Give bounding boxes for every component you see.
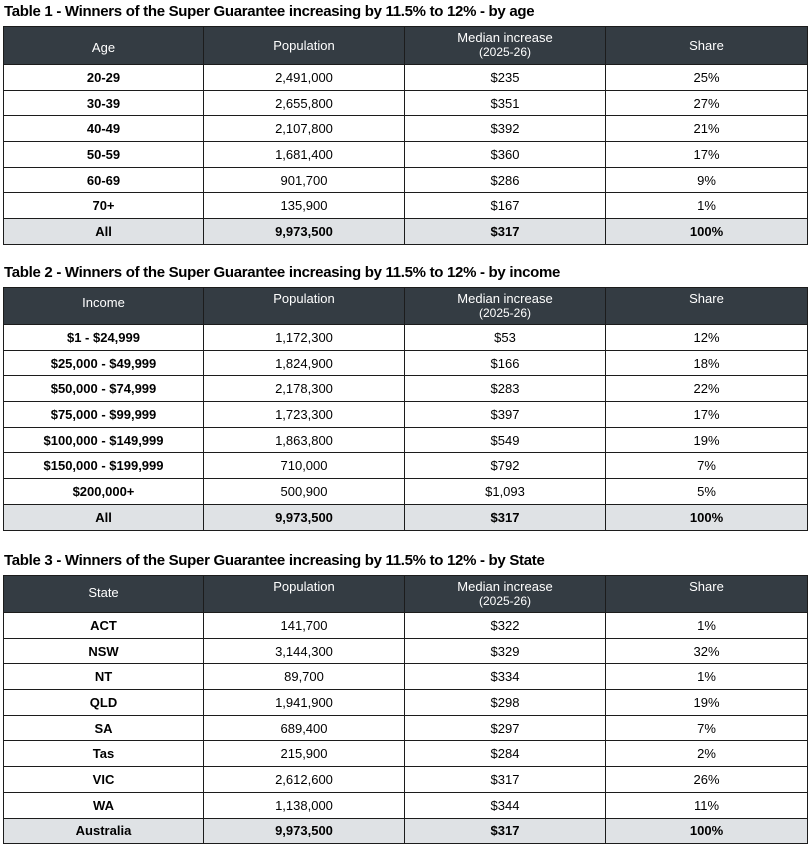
row-label: $200,000+ <box>4 479 204 505</box>
share-cell: 26% <box>606 767 808 793</box>
median-increase-cell: $53 <box>405 325 606 351</box>
table-row <box>4 638 808 664</box>
row-label: NSW <box>4 638 204 664</box>
population-cell: 1,824,900 <box>204 350 405 376</box>
row-label: $50,000 - $74,999 <box>4 376 204 402</box>
share-cell: 21% <box>606 116 808 142</box>
header-median-label: Median increase <box>457 291 553 306</box>
population-cell: 710,000 <box>204 453 405 479</box>
table1 <box>3 26 808 245</box>
row-label: Australia <box>4 818 204 844</box>
header-share: Share <box>606 27 808 65</box>
share-cell: 100% <box>606 818 808 844</box>
population-cell: 1,681,400 <box>204 142 405 168</box>
population-cell: 901,700 <box>204 167 405 193</box>
median-increase-cell: $235 <box>405 65 606 91</box>
population-cell: 3,144,300 <box>204 638 405 664</box>
table-row <box>4 767 808 793</box>
share-cell: 19% <box>606 690 808 716</box>
header-median-label: Median increase <box>457 579 553 594</box>
total-row <box>4 504 808 530</box>
share-cell: 1% <box>606 613 808 639</box>
share-cell: 18% <box>606 350 808 376</box>
table-row <box>4 193 808 219</box>
population-cell: 2,612,600 <box>204 767 405 793</box>
median-increase-cell: $351 <box>405 90 606 116</box>
row-label: VIC <box>4 767 204 793</box>
median-increase-cell: $317 <box>405 504 606 530</box>
header-state: State <box>4 576 204 613</box>
header-income: Income <box>4 288 204 325</box>
population-cell: 2,491,000 <box>204 65 405 91</box>
population-cell: 141,700 <box>204 613 405 639</box>
total-row <box>4 219 808 245</box>
header-population: Population <box>204 288 405 325</box>
row-label: WA <box>4 792 204 818</box>
median-increase-cell: $166 <box>405 350 606 376</box>
population-cell: 2,178,300 <box>204 376 405 402</box>
share-cell: 7% <box>606 453 808 479</box>
header-population: Population <box>204 27 405 65</box>
table-row <box>4 715 808 741</box>
median-increase-cell: $392 <box>405 116 606 142</box>
row-label: QLD <box>4 690 204 716</box>
row-label: 70+ <box>4 193 204 219</box>
row-label: NT <box>4 664 204 690</box>
table-row <box>4 613 808 639</box>
table2-title: Table 2 - Winners of the Super Guarantee increasing by 11.5% to 12% - by income <box>4 264 561 281</box>
header-age: Age <box>4 27 204 65</box>
table-row <box>4 142 808 168</box>
population-cell: 689,400 <box>204 715 405 741</box>
share-cell: 9% <box>606 167 808 193</box>
table1-title: Table 1 - Winners of the Super Guarantee increasing by 11.5% to 12% - by age <box>4 3 535 20</box>
median-increase-cell: $792 <box>405 453 606 479</box>
table-row <box>4 116 808 142</box>
median-increase-cell: $298 <box>405 690 606 716</box>
row-label: All <box>4 219 204 245</box>
population-cell: 1,941,900 <box>204 690 405 716</box>
population-cell: 2,107,800 <box>204 116 405 142</box>
share-cell: 27% <box>606 90 808 116</box>
share-cell: 19% <box>606 427 808 453</box>
header-median-year: (2025-26) <box>478 306 532 320</box>
share-cell: 17% <box>606 142 808 168</box>
population-cell: 1,723,300 <box>204 402 405 428</box>
table-row <box>4 90 808 116</box>
table-row <box>4 479 808 505</box>
table2 <box>3 287 808 531</box>
median-increase-cell: $329 <box>405 638 606 664</box>
share-cell: 7% <box>606 715 808 741</box>
table3-title: Table 3 - Winners of the Super Guarantee increasing by 11.5% to 12% - by State <box>4 552 545 569</box>
table-row <box>4 402 808 428</box>
share-cell: 1% <box>606 664 808 690</box>
share-cell: 22% <box>606 376 808 402</box>
row-label: $150,000 - $199,999 <box>4 453 204 479</box>
table-row <box>4 741 808 767</box>
share-cell: 12% <box>606 325 808 351</box>
header-population: Population <box>204 576 405 613</box>
table-row <box>4 664 808 690</box>
median-increase-cell: $317 <box>405 219 606 245</box>
population-cell: 9,973,500 <box>204 219 405 245</box>
header-median-year: (2025-26) <box>478 45 532 59</box>
share-cell: 32% <box>606 638 808 664</box>
row-label: $25,000 - $49,999 <box>4 350 204 376</box>
share-cell: 11% <box>606 792 808 818</box>
population-cell: 2,655,800 <box>204 90 405 116</box>
header-share: Share <box>606 576 808 613</box>
share-cell: 1% <box>606 193 808 219</box>
row-label: 40-49 <box>4 116 204 142</box>
median-increase-cell: $344 <box>405 792 606 818</box>
share-cell: 17% <box>606 402 808 428</box>
header-median-year: (2025-26) <box>478 594 532 608</box>
table-row <box>4 427 808 453</box>
population-cell: 1,138,000 <box>204 792 405 818</box>
row-label: 20-29 <box>4 65 204 91</box>
row-label: $1 - $24,999 <box>4 325 204 351</box>
table-row <box>4 350 808 376</box>
header-median-label: Median increase <box>457 30 553 45</box>
population-cell: 215,900 <box>204 741 405 767</box>
share-cell: 100% <box>606 219 808 245</box>
median-increase-cell: $549 <box>405 427 606 453</box>
table3 <box>3 575 808 844</box>
median-increase-cell: $322 <box>405 613 606 639</box>
total-row <box>4 818 808 844</box>
median-increase-cell: $1,093 <box>405 479 606 505</box>
table-row <box>4 453 808 479</box>
header-median-increase <box>405 27 606 65</box>
row-label: $100,000 - $149,999 <box>4 427 204 453</box>
median-increase-cell: $317 <box>405 818 606 844</box>
share-cell: 2% <box>606 741 808 767</box>
share-cell: 25% <box>606 65 808 91</box>
share-cell: 100% <box>606 504 808 530</box>
header-share: Share <box>606 288 808 325</box>
median-increase-cell: $286 <box>405 167 606 193</box>
header-median-increase <box>405 288 606 325</box>
population-cell: 9,973,500 <box>204 504 405 530</box>
population-cell: 500,900 <box>204 479 405 505</box>
row-label: 50-59 <box>4 142 204 168</box>
median-increase-cell: $284 <box>405 741 606 767</box>
median-increase-cell: $283 <box>405 376 606 402</box>
median-increase-cell: $167 <box>405 193 606 219</box>
population-cell: 135,900 <box>204 193 405 219</box>
table-row <box>4 65 808 91</box>
median-increase-cell: $317 <box>405 767 606 793</box>
median-increase-cell: $397 <box>405 402 606 428</box>
row-label: ACT <box>4 613 204 639</box>
table-row <box>4 376 808 402</box>
table-row <box>4 325 808 351</box>
median-increase-cell: $297 <box>405 715 606 741</box>
row-label: All <box>4 504 204 530</box>
population-cell: 9,973,500 <box>204 818 405 844</box>
share-cell: 5% <box>606 479 808 505</box>
row-label: Tas <box>4 741 204 767</box>
median-increase-cell: $360 <box>405 142 606 168</box>
header-median-increase <box>405 576 606 613</box>
row-label: $75,000 - $99,999 <box>4 402 204 428</box>
population-cell: 1,172,300 <box>204 325 405 351</box>
table-row <box>4 792 808 818</box>
table-row <box>4 167 808 193</box>
population-cell: 89,700 <box>204 664 405 690</box>
row-label: 30-39 <box>4 90 204 116</box>
median-increase-cell: $334 <box>405 664 606 690</box>
row-label: SA <box>4 715 204 741</box>
table-row <box>4 690 808 716</box>
population-cell: 1,863,800 <box>204 427 405 453</box>
row-label: 60-69 <box>4 167 204 193</box>
